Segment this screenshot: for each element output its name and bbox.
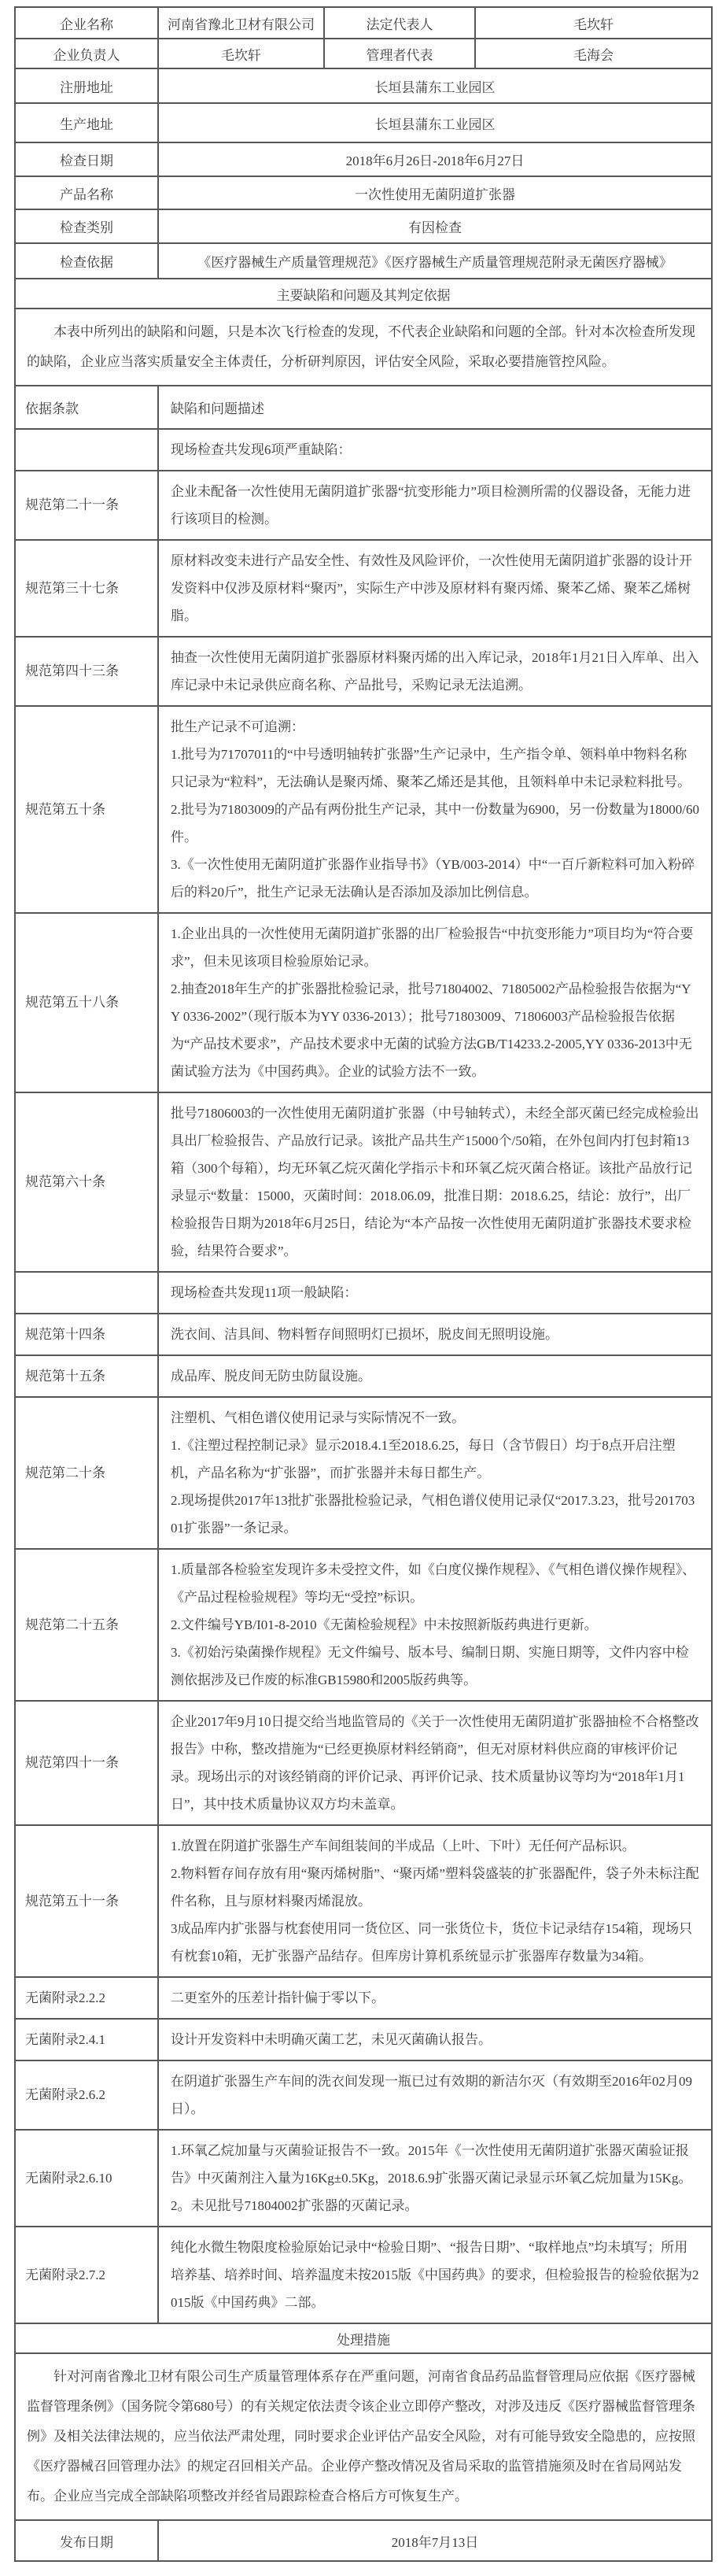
defect-description [158, 471, 712, 540]
defect-description-paragraph: 在阴道扩张器生产车间的洗衣间发现一瓶已过有效期的新洁尔灭（有效期至2016年02月09日）。 [171, 2074, 692, 2116]
defect-clause: 规范第六十条 [15, 1092, 158, 1272]
inspection-type-label: 检查类别 [15, 209, 158, 243]
defect-description [158, 2227, 712, 2323]
defect-row [15, 1092, 712, 1272]
product-name-value: 一次性使用无菌阴道扩张器 [158, 176, 712, 209]
company-name-value: 河南省豫北卫材有限公司 [158, 7, 324, 39]
defect-clause [15, 1272, 158, 1314]
defect-clause: 无菌附录2.6.10 [15, 2130, 158, 2227]
defect-clause: 规范第五十条 [15, 706, 158, 913]
defect-description [158, 540, 712, 637]
company-head-value: 毛坎轩 [158, 39, 324, 68]
defect-clause: 规范第二十五条 [15, 1549, 158, 1701]
defect-description-paragraph: 1.环氧乙烷加量与灭菌验证报告不一致。2015年《一次性使用无菌阴道扩张器灭菌验证报告》中灭菌剂注入量为16Kg±0.5Kg，2018.6.9扩张器灭菌记录显示环氧乙烷加量为15Kg。 [171, 2143, 692, 2186]
defect-description-paragraph: 2.现场提供2017年13批扩张器批检验记录，气相色谱仪使用记录仅“2017.3.23，批号20170301扩张器”一条记录。 [171, 1493, 695, 1536]
defect-description [158, 2130, 712, 2227]
defect-description-paragraph: 1.批号为71707011的“中号透明轴转扩张器”生产记录中，生产指令单、领料单中物料名称只记录为“粒料”，无法确认是聚丙烯、聚苯乙烯还是其他，且领料单中未记录粒料批号。 [171, 747, 691, 789]
defect-row [15, 1397, 712, 1549]
defect-description-paragraph: 二更室外的压差计指针偏于零以下。 [171, 1990, 385, 2005]
defect-row [15, 1701, 712, 1825]
defect-clause: 规范第五十一条 [15, 1825, 158, 1977]
company-head-label: 企业负责人 [15, 39, 158, 68]
defect-clause [15, 429, 158, 471]
defect-row [15, 1355, 712, 1397]
defect-clause: 规范第二十一条 [15, 471, 158, 540]
defect-description [158, 429, 712, 471]
inspection-date-label: 检查日期 [15, 142, 158, 176]
defect-clause: 规范第五十八条 [15, 913, 158, 1092]
measures-title-row [15, 2323, 712, 2353]
defect-row [15, 1977, 712, 2019]
defect-description-paragraph: 抽查一次性使用无菌阴道扩张器原材料聚丙烯的出入库记录，2018年1月21日入库单、出入库记录中未记录供应商名称、产品批号，采购记录无法追溯。 [171, 650, 699, 693]
defect-clause: 规范第二十条 [15, 1397, 158, 1549]
defects-column-header-row [15, 386, 712, 429]
defect-description-paragraph: 3成品库内扩张器与枕套使用同一货位区、同一张货位卡，货位卡记录结存154箱，现场只有枕套10箱，无扩张器产品结存。但库房计算机系统显示扩张器库存数量为34箱。 [171, 1921, 692, 1964]
production-address-value: 长垣县蒲东工业园区 [158, 103, 712, 142]
defect-description-paragraph: 1.《注塑过程控制记录》显示2018.4.1至2018.6.25，每日（含节假日）均于8点开启注塑机，产品名称为“扩张器”，而扩张器并未每日都生产。 [171, 1438, 676, 1480]
measures-section [15, 2323, 712, 2561]
defect-row [15, 2060, 712, 2130]
defect-row [15, 471, 712, 540]
defect-description-paragraph: 现场检查共发现11项一般缺陷： [171, 1285, 358, 1300]
defect-clause: 无菌附录2.4.1 [15, 2019, 158, 2060]
defect-description-paragraph: 1.企业出具的一次性使用无菌阴道扩张器的出厂检验报告“中抗变形能力”项目均为“符合要求”，但未见该项目检验原始记录。 [171, 926, 694, 969]
defect-description-paragraph: 成品库、脱皮间无防虫防鼠设施。 [171, 1369, 371, 1384]
defect-description-paragraph: 2.抽查2018年生产的扩张器批检验记录，批号71804002、71805002产品检验报告依据为“YY 0336-2002”（现行版本为YY 0336-2013）；批号71803009、71806003产品检验报告依据为“产品技术要求”，产品技术要求中无菌的试验方法GB/T14233.2-2005,YY 0336-2013中无菌试验方法为《中国药典》。企业的试验方法不一致。 [171, 981, 692, 1079]
defect-description [158, 1355, 712, 1397]
defect-description [158, 1825, 712, 1977]
defect-description [158, 637, 712, 706]
management-rep-value: 毛海会 [475, 39, 712, 68]
defect-description-paragraph: 3.《一次性使用无菌阴道扩张器作业指导书》（YB/003-2014）中“一百斤新粒料可加入粉碎后的料20斤”，批生产记录无法确认是否添加及添加比例信息。 [171, 857, 695, 900]
defect-description-paragraph: 1.质量部各检验室发现许多未受控文件，如《白度仪操作规程》、《气相色谱仪操作规程》、《产品过程检验规程》等均无“受控”标识。 [171, 1562, 696, 1605]
inspection-date-value: 2018年6月26日-2018年6月27日 [158, 142, 712, 176]
clause-column-header: 依据条款 [15, 386, 158, 429]
defect-row [15, 637, 712, 706]
defect-description-paragraph: 1.放置在阴道扩张器生产车间组装间的半成品（上叶、下叶）无任何产品标识。 [171, 1839, 636, 1853]
defect-row [15, 1549, 712, 1701]
defect-row [15, 540, 712, 637]
defect-description-paragraph: 2.物料暂存间存放有用“聚丙烯树脂”、“聚丙烯”塑料袋盛装的扩张器配件，袋子外未标注配件名称，且与原材料聚丙烯混放。 [171, 1866, 699, 1909]
company-head-row [15, 39, 712, 68]
defect-clause: 规范第十五条 [15, 1355, 158, 1397]
inspection-type-value: 有因检查 [158, 209, 712, 243]
defect-row [15, 2130, 712, 2227]
inspection-type-row [15, 209, 712, 243]
defect-clause: 无菌附录2.2.2 [15, 1977, 158, 2019]
legal-representative-value: 毛坎轩 [475, 7, 712, 39]
company-name-row [15, 7, 712, 39]
production-address-row [15, 103, 712, 142]
product-name-label: 产品名称 [15, 176, 158, 209]
defect-row [15, 2227, 712, 2323]
defect-description [158, 1397, 712, 1549]
defect-row [15, 1272, 712, 1314]
defect-clause: 无菌附录2.7.2 [15, 2227, 158, 2323]
publish-date-value: 2018年7月13日 [158, 2520, 712, 2561]
production-address-label: 生产地址 [15, 103, 158, 142]
publish-date-row [15, 2520, 712, 2561]
defects-intro-row [15, 309, 712, 386]
defects-intro-paragraph: 本表中所列出的缺陷和问题，只是本次飞行检查的发现，不代表企业缺陷和问题的全部。针对本次检查所发现的缺陷，企业应当落实质量安全主体责任，分析研判原因，评估安全风险，采取必要措施管控风险。 [15, 309, 712, 386]
defect-description [158, 913, 712, 1092]
defect-description-paragraph: 纯化水微生物限度检验原始记录中“检验日期”、“报告日期”、“取样地点”均未填写；所用培养基、培养时间、培养温度未按2015版《中国药典》的要求，但检验报告的检验依据为2015版《中国药典》二部。 [171, 2240, 699, 2310]
company-info-section [15, 7, 712, 429]
defect-description [158, 706, 712, 913]
measures-paragraph: 针对河南省豫北卫材有限公司生产质量管理体系存在严重问题，河南省食品药品监督管理局应依据《医疗器械监督管理条例》（国务院令第680号）的有关规定依法责令该企业立即停产整改，对涉及违反《医疗器械监督管理条例》及相关法律法规的，应当依法严肃处理，同时要求企业评估产品安全风险，对有可能导致安全隐患的，应按照《医疗器械召回管理办法》的规定召回相关产品。企业停产整改情况及省局采取的监管措施须及时在省局网站发布。企业应当完成全部缺陷项整改并经省局跟踪检查合格后方可恢复生产。 [15, 2353, 712, 2520]
registered-address-label: 注册地址 [15, 68, 158, 103]
defect-description-paragraph: 批号71806003的一次性使用无菌阴道扩张器（中号轴转式），未经全部灭菌已经完成检验出具出厂检验报告、产品放行记录。该批产品共生产15000个/50箱，在外包间内打包封箱13箱（300个每箱），均无环氧乙烷灭菌化学指示卡和环氧乙烷灭菌合格证。该批产品放行记录显示“数量：15000，灭菌时间：2018.06.09，批准日期：2018.6.25，结论：放行”，出厂检验报告日期为2018年6月25日，结论为“本产品按一次性使用无菌阴道扩张器技术要求检验，结果符合要求”。 [171, 1106, 699, 1258]
publish-date-label: 发布日期 [15, 2520, 158, 2561]
defect-description-paragraph: 批生产记录不可追溯： [171, 719, 304, 734]
defect-description [158, 1314, 712, 1355]
defect-description [158, 1977, 712, 2019]
inspection-basis-label: 检查依据 [15, 243, 158, 279]
defect-clause: 规范第四十一条 [15, 1701, 158, 1825]
registered-address-row [15, 68, 712, 103]
defect-description-paragraph: 企业未配备一次性使用无菌阴道扩张器“抗变形能力”项目检测所需的仪器设备，无能力进行该项目的检测。 [171, 484, 691, 527]
defects-section-title-row [15, 279, 712, 309]
defect-clause: 规范第十四条 [15, 1314, 158, 1355]
defects-section-title: 主要缺陷和问题及其判定依据 [15, 279, 712, 309]
registered-address-value: 长垣县蒲东工业园区 [158, 68, 712, 103]
inspection-basis-row [15, 243, 712, 279]
defect-description-paragraph: 现场检查共发现6项严重缺陷： [171, 442, 352, 457]
defect-row [15, 913, 712, 1092]
defect-description-paragraph: 3.《初始污染菌操作规程》无文件编号、版本号、编制日期、实施日期等，文件内容中检测依据涉及已作废的标准GB15980和2005版药典等。 [171, 1645, 689, 1687]
description-column-header: 缺陷和问题描述 [158, 386, 712, 429]
defect-description-paragraph: 注塑机、气相色谱仪使用记录与实际情况不一致。 [171, 1410, 465, 1425]
inspection-report-table [14, 6, 713, 2562]
company-name-label: 企业名称 [15, 7, 158, 39]
defect-description [158, 1549, 712, 1701]
defect-description-paragraph: 2.文件编号YB/I01-8-2010《无菌检验规程》中未按照新版药典进行更新。 [171, 1617, 598, 1632]
measures-paragraph-row [15, 2353, 712, 2520]
defect-row [15, 2019, 712, 2060]
defect-row [15, 1314, 712, 1355]
defect-description [158, 1272, 712, 1314]
legal-representative-label: 法定代表人 [324, 7, 475, 39]
product-name-row [15, 176, 712, 209]
defect-description [158, 2060, 712, 2130]
defect-description [158, 1701, 712, 1825]
defect-description-paragraph: 2.批号为71803009的产品有两份批生产记录，其中一份数量为6900，另一份数量为18000/60件。 [171, 802, 699, 844]
inspection-basis-value: 《医疗器械生产质量管理规范》《医疗器械生产质量管理规范附录无菌医疗器械》 [158, 243, 712, 279]
defect-description-paragraph: 洗衣间、洁具间、物料暂存间照明灯已损坏，脱皮间无照明设施。 [171, 1327, 558, 1342]
inspection-date-row [15, 142, 712, 176]
defect-description-paragraph: 设计开发资料中未明确灭菌工艺，未见灭菌确认报告。 [171, 2032, 492, 2047]
defect-description [158, 1092, 712, 1272]
defect-clause: 无菌附录2.6.2 [15, 2060, 158, 2130]
defect-clause: 规范第三十七条 [15, 540, 158, 637]
defect-row [15, 1825, 712, 1977]
management-rep-label: 管理者代表 [324, 39, 475, 68]
defect-row [15, 429, 712, 471]
defects-section [15, 429, 712, 2323]
defect-description-paragraph: 原材料改变未进行产品安全性、有效性及风险评价，一次性使用无菌阴道扩张器的设计开发资料中仅涉及原材料“聚丙”，实际生产中涉及原材料有聚丙烯、聚苯乙烯、聚苯乙烯树脂。 [171, 553, 692, 623]
measures-section-title: 处理措施 [15, 2323, 712, 2353]
defect-row [15, 706, 712, 913]
defect-description [158, 2019, 712, 2060]
defect-description-paragraph: 2。未见批号71804002扩张器的灭菌记录。 [171, 2198, 418, 2213]
defect-clause: 规范第四十三条 [15, 637, 158, 706]
defect-description-paragraph: 企业2017年9月10日提交给当地监管局的《关于一次性使用无菌阴道扩张器抽检不合格整改报告》中称，整改措施为“已经更换原材料经销商”，但无对原材料供应商的审核评价记录。现场出示的对该经销商的评价记录、再评价记录、技术质量协议等均为“2018年1月1日”，其中技术质量协议双方均未盖章。 [171, 1714, 699, 1812]
